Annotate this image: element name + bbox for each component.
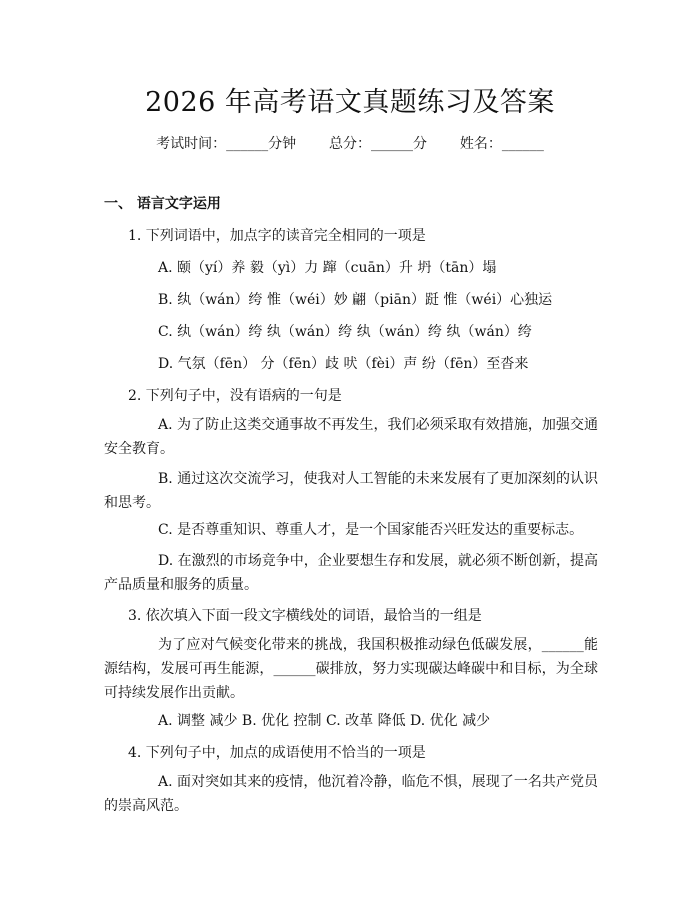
question-1-option-c: C. 纨（wán）绔 纨（wán）绔 纨（wán）绔 纨（wán）绔 (158, 324, 532, 340)
question-4-option-a: A. 面对突如其来的疫情，他沉着冷静，临危不惧，展现了一名共产党员的崇高风范。 (104, 774, 598, 814)
total-score-field: 总分：______分 (329, 136, 427, 152)
question-2-stem: 2. 下列句子中，没有语病的一句是 (128, 388, 342, 404)
question-3-options: A. 调整 减少 B. 优化 控制 C. 改革 降低 D. 优化 减少 (158, 713, 491, 729)
exam-time-field: 考试时间：______分钟 (156, 136, 297, 152)
question-2-option-c: C. 是否尊重知识、尊重人才，是一个国家能否兴旺发达的重要标志。 (158, 522, 584, 538)
question-3-stem: 3. 依次填入下面一段文字横线处的词语，最恰当的一组是 (128, 608, 482, 624)
document-title: 2026 年高考语文真题练习及答案 (145, 87, 555, 118)
question-4-stem: 4. 下列句子中，加点的成语使用不恰当的一项是 (128, 745, 426, 761)
name-field: 姓名：______ (459, 136, 544, 152)
question-1-option-d: D. 气氛（fēn） 分（fēn）歧 吠（fèi）声 纷（fēn）至沓来 (158, 356, 529, 372)
question-1-option-a: A. 颐（yí）养 毅（yì）力 蹿（cuān）升 坍（tān）塌 (158, 260, 497, 276)
section-heading: 一、 语言文字运用 (104, 196, 221, 212)
question-2-option-b: B. 通过这次交流学习，使我对人工智能的未来发展有了更加深刻的认识和思考。 (104, 471, 598, 511)
question-1-stem: 1. 下列词语中，加点字的读音完全相同的一项是 (128, 228, 426, 244)
question-3-passage: 为了应对气候变化带来的挑战，我国积极推动绿色低碳发展，______能源结构，发展可再生能源，______碳排放，努力实现碳达峰碳中和目标，为全球可持续发展作出贡献。 (104, 637, 598, 701)
question-1-option-b: B. 纨（wán）绔 惟（wéi）妙 翩（piān）跹 惟（wéi）心独运 (158, 292, 553, 308)
question-2-option-d: D. 在激烈的市场竞争中，企业要想生存和发展，就必须不断创新，提高产品质量和服务的质量。 (104, 553, 598, 593)
question-2-option-a: A. 为了防止这类交通事故不再发生，我们必须采取有效措施，加强交通安全教育。 (104, 417, 598, 457)
exam-info-line (0, 133, 700, 153)
